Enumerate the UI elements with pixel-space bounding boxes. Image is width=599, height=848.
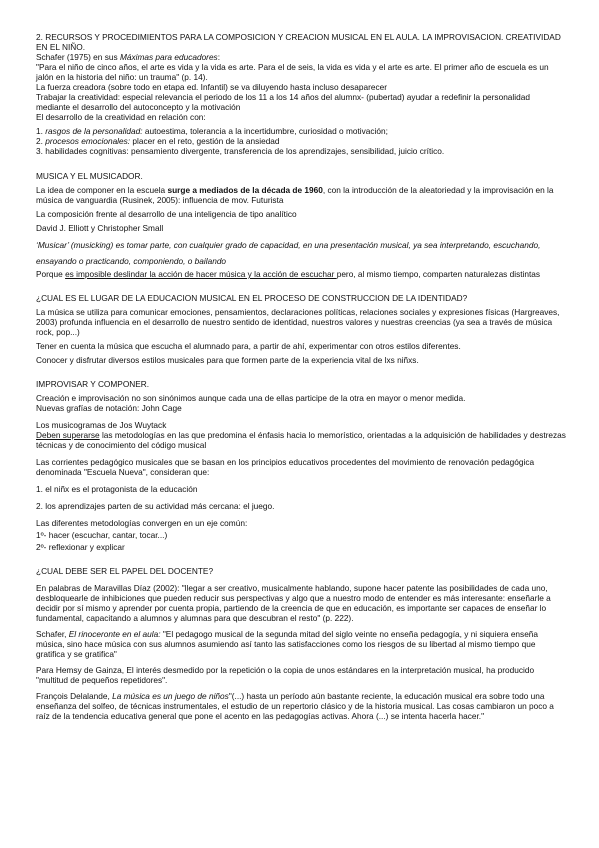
book-title: La música es un juego de niños <box>112 691 229 701</box>
section-creatividad <box>36 32 566 156</box>
text: La idea de componer en la escuela <box>36 185 168 195</box>
paragraph <box>36 269 566 279</box>
text: Schafer, <box>36 629 69 639</box>
paragraph: Para Hemsy de Gainza, El interés desmedido por la repetición o la copia de unos estándares en la interpretación musical, ha producido "multitud de pequeños repetidores". <box>36 665 535 685</box>
paragraph <box>36 52 566 62</box>
text: Porque <box>36 269 66 279</box>
underlined-text: es imposible deslindar la acción de hacer música y la acción de escuchar <box>65 269 337 279</box>
paragraph: La composición frente al desarrollo de una inteligencia de tipo analítico <box>36 209 297 219</box>
text: las metodologías en las que predomina el énfasis hacia lo memorístico, orientadas a la adquisición de habilidades y destrezas técnicas y de conocimiento del código musical <box>36 430 566 450</box>
paragraph: La fuerza creadora (sobre todo en etapa ed. Infantil) se va diluyendo hasta incluso desaparecer <box>36 82 387 92</box>
paragraph: Tener en cuenta la música que escucha el alumnado para, a partir de ahí, experimentar con otros estilos diferentes. <box>36 341 461 351</box>
bold-text: surge a mediados de la década de 1960 <box>167 185 323 195</box>
section-heading: 2. RECURSOS Y PROCEDIMIENTOS PARA LA COMPOSICION Y CREACION MUSICAL EN EL AULA. LA IMPROVISACION. CREATIVIDAD EN EL NIÑO. <box>36 32 561 52</box>
paragraph: Las diferentes metodologías convergen en un eje común: <box>36 518 248 528</box>
document-page <box>36 32 566 721</box>
text: procesos emocionales: <box>45 136 131 146</box>
paragraph <box>36 430 566 450</box>
text: pero, al mismo tiempo, comparten naturalezas distintas <box>336 269 541 279</box>
paragraph: La música se utiliza para comunicar emociones, pensamientos, declaraciones políticas, relaciones sociales y expresiones físicas (Hargreaves, 2003) profunda influencia en el desarrollo de nuestro sentido de identidad, nuestros valores y nuestras creencias (ya sea a través de música rock, pop...) <box>36 307 560 337</box>
creativity-list <box>36 126 566 156</box>
paragraph <box>36 629 566 659</box>
text: "El pedagogo musical de la segunda mitad del siglo veinte no enseña pedagogía, y ni siquiera enseña música, sino hace música con sus alumnos asumiendo así tanto las satisfacciones como los riesgos de su libertad al mismo tiempo que gratifica y se gratifica" <box>36 629 539 659</box>
list-item <box>36 136 566 146</box>
book-title: El rinoceronte en el aula: <box>68 629 161 639</box>
text: : <box>217 52 221 62</box>
text: ‘Musicar’ (musicking) es tomar parte, con cualquier grado de capacidad, en una presentación musical, ya sea interpretando, escuchando, ensayando o practicando, componiendo, o bailando <box>36 240 541 266</box>
list-item <box>36 126 566 136</box>
underlined-text: Deben superarse <box>36 430 100 440</box>
section-improvisar <box>36 379 566 552</box>
text: placer en el reto, gestión de la ansiedad <box>130 136 280 146</box>
quote: "Para el niño de cinco años, el arte es vida y la vida es arte. Para el de seis, la vida es vida y el arte es arte. El primer año de escuela es un jalón en la historia del niño: un trauma" (p. 14). <box>36 62 549 82</box>
list-item: 2º- reflexionar y explicar <box>36 542 125 552</box>
paragraph: Conocer y disfrutar diversos estilos musicales para que formen parte de la experiencia vital de lxs niñxs. <box>36 355 419 365</box>
text: rasgos de la personalidad: <box>45 126 143 136</box>
paragraph <box>36 691 566 721</box>
text: , con la introducción de la aleatoriedad y la improvisación en la música de vanguardia (Rusinek, 2005): influencia de mov. Futurista <box>36 185 554 205</box>
paragraph <box>36 185 566 205</box>
list-item: 3. habilidades cognitivas: pensamiento divergente, transferencia de los aprendizajes, sensibilidad, juicio crítico. <box>36 146 445 156</box>
paragraph: Nuevas grafías de notación: John Cage <box>36 403 182 413</box>
paragraph: El desarrollo de la creatividad en relación con: <box>36 112 206 122</box>
paragraph: 1. el niñx es el protagonista de la educación <box>36 484 198 494</box>
section-heading: ¿CUAL ES EL LUGAR DE LA EDUCACION MUSICAL EN EL PROCESO DE CONSTRUCCION DE LA IDENTIDAD? <box>36 293 468 303</box>
section-heading: IMPROVISAR Y COMPONER. <box>36 379 150 389</box>
paragraph: Creación e improvisación no son sinónimos aunque cada una de ellas participe de la otra en mayor o menor medida. <box>36 393 466 403</box>
section-docente <box>36 566 566 721</box>
paragraph: 2. los aprendizajes parten de su actividad más cercana: el juego. <box>36 501 275 511</box>
paragraph: David J. Elliott y Christopher Small <box>36 223 164 233</box>
text: 2. <box>36 136 46 146</box>
paragraph: Los musicogramas de Jos Wuytack <box>36 420 167 430</box>
book-title: Máximas para educadores <box>119 52 218 62</box>
definition <box>36 237 566 269</box>
section-identidad <box>36 293 566 365</box>
text: "(...) hasta un período aún bastante reciente, la educación musical era sobre todo una enseñanza del solfeo, de técnicas instrumentales, el estudio de un repertorio clásico y de la historia musical. Las cosas cambiaron un poco a raíz de la tendencia educativa general que pone el acento en las pedagogías activas. Ahora (...) se intenta hacerla hacer." <box>36 691 554 721</box>
section-musicador <box>36 171 566 279</box>
section-heading: ¿CUAL DEBE SER EL PAPEL DEL DOCENTE? <box>36 566 214 576</box>
text: Schafer (1975) en sus <box>36 52 120 62</box>
list-item: 1º- hacer (escuchar, cantar, tocar...) <box>36 530 168 540</box>
text: 1. <box>36 126 46 136</box>
section-heading: MUSICA Y EL MUSICADOR. <box>36 171 143 181</box>
paragraph: Trabajar la creatividad: especial relevancia el periodo de los 11 a los 14 años del alumnx- (pubertad) ayudar a redefinir la personalidad mediante el desarrollo del autoconcepto y la motivación <box>36 92 530 112</box>
paragraph: En palabras de Maravillas Díaz (2002): "llegar a ser creativo, musicalmente hablando, supone hacer patente las posibilidades de cada uno, desbloquearle de inhibiciones que pueden reducir sus perspectivas y algo que a nuestro modo de entender es más interesante: enseñarle a decidir por sí mismo y aprender por cuenta propia, partiendo de la creencia de que en educación, es importante ser capaces de enseñar lo fundamental, capacitando a alumnos y alumnas para que descubran el resto" (p. 222). <box>36 583 551 623</box>
paragraph: Las corrientes pedagógico musicales que se basan en los principios educativos procedentes del movimiento de renovación pedagógica denominada "Escuela Nueva", consideran que: <box>36 457 535 477</box>
text: autoestima, tolerancia a la incertidumbre, curiosidad o motivación; <box>142 126 388 136</box>
text: François Delalande, <box>36 691 113 701</box>
